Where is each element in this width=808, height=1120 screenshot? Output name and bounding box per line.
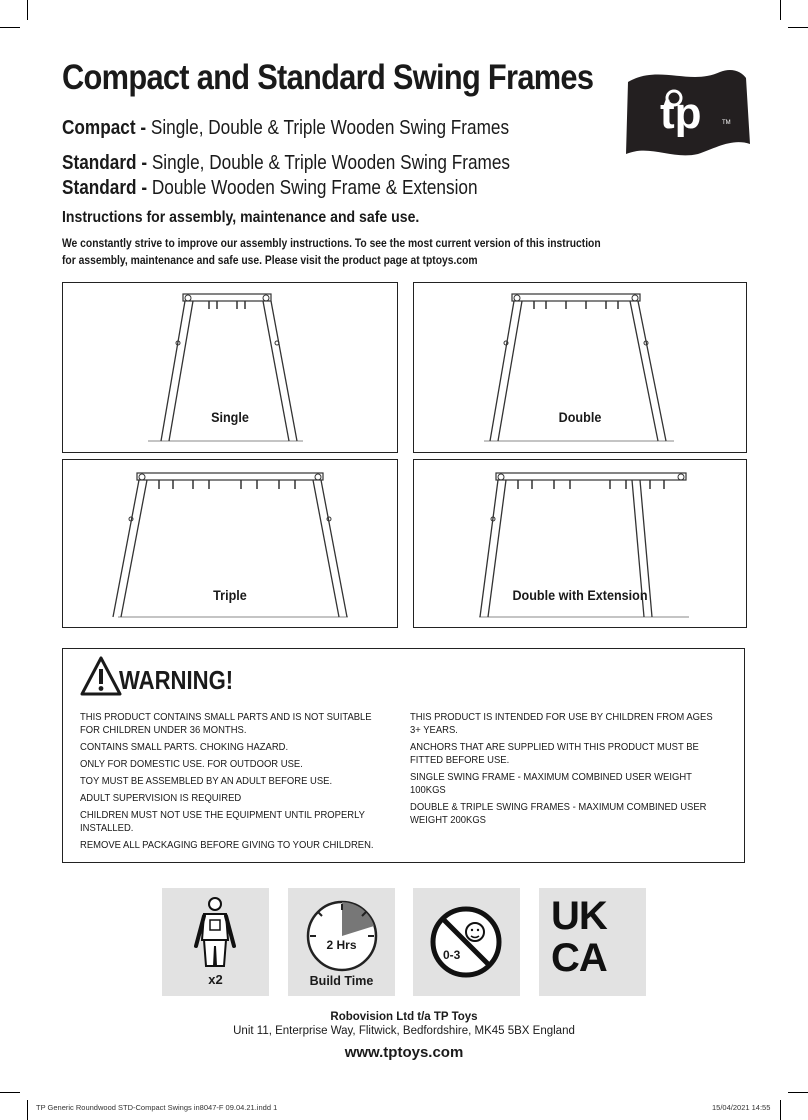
subtitle-prefix: Standard - xyxy=(62,152,148,174)
frame-panel-extension xyxy=(413,459,747,628)
swing-frame-single-drawing xyxy=(63,283,397,452)
warning-triangle-icon xyxy=(80,655,122,697)
build-time-tile xyxy=(288,888,395,996)
warning-item: THIS PRODUCT CONTAINS SMALL PARTS AND IS NOT SUITABLE FOR CHILDREN UNDER 36 MONTHS. xyxy=(80,711,372,736)
not-suitable-0-3-icon xyxy=(413,888,520,996)
crop-mark xyxy=(0,27,20,28)
crop-mark xyxy=(788,1092,808,1093)
warning-item: THIS PRODUCT IS INTENDED FOR USE BY CHILDREN FROM AGES 3+ YEARS. xyxy=(410,711,713,736)
warning-list-left xyxy=(80,711,377,856)
company-name: Robovision Ltd t/a TP Toys xyxy=(330,1011,478,1023)
warning-item: SINGLE SWING FRAME - MAXIMUM COMBINED USER WEIGHT 100KGS xyxy=(410,771,692,796)
build-hours: 2 Hrs xyxy=(326,938,357,952)
ukca-mark-tile xyxy=(539,888,646,996)
subtitle-standard-extension xyxy=(62,177,478,200)
warning-item: CONTAINS SMALL PARTS. CHOKING HAZARD. xyxy=(80,741,289,753)
subtitle-standard xyxy=(62,152,510,175)
crop-mark xyxy=(780,1100,781,1120)
subtitle-text: Single, Double & Triple Wooden Swing Frames xyxy=(147,152,511,174)
instructions-body: We constantly strive to improve our assembly instructions. To see the most current version of this instruction for assembly, maintenance and safe use. Please visit the product page at tptoys.com xyxy=(62,236,601,267)
adults-required-tile xyxy=(162,888,269,996)
crop-mark xyxy=(27,1100,28,1120)
warning-item: ONLY FOR DOMESTIC USE. FOR OUTDOOR USE. xyxy=(80,758,303,770)
frame-label-triple: Triple xyxy=(213,587,247,603)
company-address: Unit 11, Enterprise Way, Flitwick, Bedfordshire, MK45 5BX England xyxy=(233,1025,575,1037)
frame-label-extension: Double with Extension xyxy=(512,587,648,603)
age-label: 0-3 xyxy=(443,948,461,962)
crop-mark xyxy=(788,27,808,28)
frame-panel-double xyxy=(413,282,747,453)
warning-list-right xyxy=(410,711,725,831)
crop-mark xyxy=(780,0,781,20)
crop-mark xyxy=(27,0,28,20)
subtitle-compact xyxy=(62,117,509,140)
warning-item: ADULT SUPERVISION IS REQUIRED xyxy=(80,792,242,804)
warning-item: CHILDREN MUST NOT USE THE EQUIPMENT UNTIL PROPERLY INSTALLED. xyxy=(80,809,365,834)
warning-item: DOUBLE & TRIPLE SWING FRAMES - MAXIMUM COMBINED USER WEIGHT 200KGS xyxy=(410,801,707,826)
file-date: 15/04/2021 14:55 xyxy=(712,1103,771,1112)
frame-panel-single xyxy=(62,282,398,453)
subtitle-prefix: Standard - xyxy=(62,177,148,199)
crop-mark xyxy=(0,1092,20,1093)
page-title: Compact and Standard Swing Frames xyxy=(62,58,594,97)
warning-item: TOY MUST BE ASSEMBLED BY AN ADULT BEFORE USE. xyxy=(80,775,333,787)
instructions-heading: Instructions for assembly, maintenance and safe use. xyxy=(62,209,420,226)
ukca-mark-bottom: CA xyxy=(551,936,607,980)
warning-title: WARNING! xyxy=(119,665,234,695)
frame-panel-triple xyxy=(62,459,398,628)
website-link[interactable]: www.tptoys.com xyxy=(344,1044,464,1061)
subtitle-text: Single, Double & Triple Wooden Swing Frames xyxy=(146,117,510,139)
logo-tm: TM xyxy=(722,120,731,126)
frame-label-single: Single xyxy=(211,409,249,425)
frame-label-double: Double xyxy=(558,409,602,425)
warning-item: ANCHORS THAT ARE SUPPLIED WITH THIS PRODUCT MUST BE FITTED BEFORE USE. xyxy=(410,741,699,766)
subtitle-prefix: Compact - xyxy=(62,117,147,139)
logo-text: tp xyxy=(660,89,702,138)
adults-count: x2 xyxy=(208,972,223,987)
build-time-label: Build Time xyxy=(309,974,374,988)
age-warning-tile xyxy=(413,888,520,996)
file-slug: TP Generic Roundwood STD-Compact Swings in8047-F 09.04.21.indd 1 xyxy=(36,1103,278,1112)
ukca-mark-top: UK xyxy=(551,894,607,938)
swing-frame-double-drawing xyxy=(414,283,746,452)
tp-logo xyxy=(620,64,752,160)
subtitle-text: Double Wooden Swing Frame & Extension xyxy=(147,177,478,199)
warning-item: REMOVE ALL PACKAGING BEFORE GIVING TO YOUR CHILDREN. xyxy=(80,839,374,851)
